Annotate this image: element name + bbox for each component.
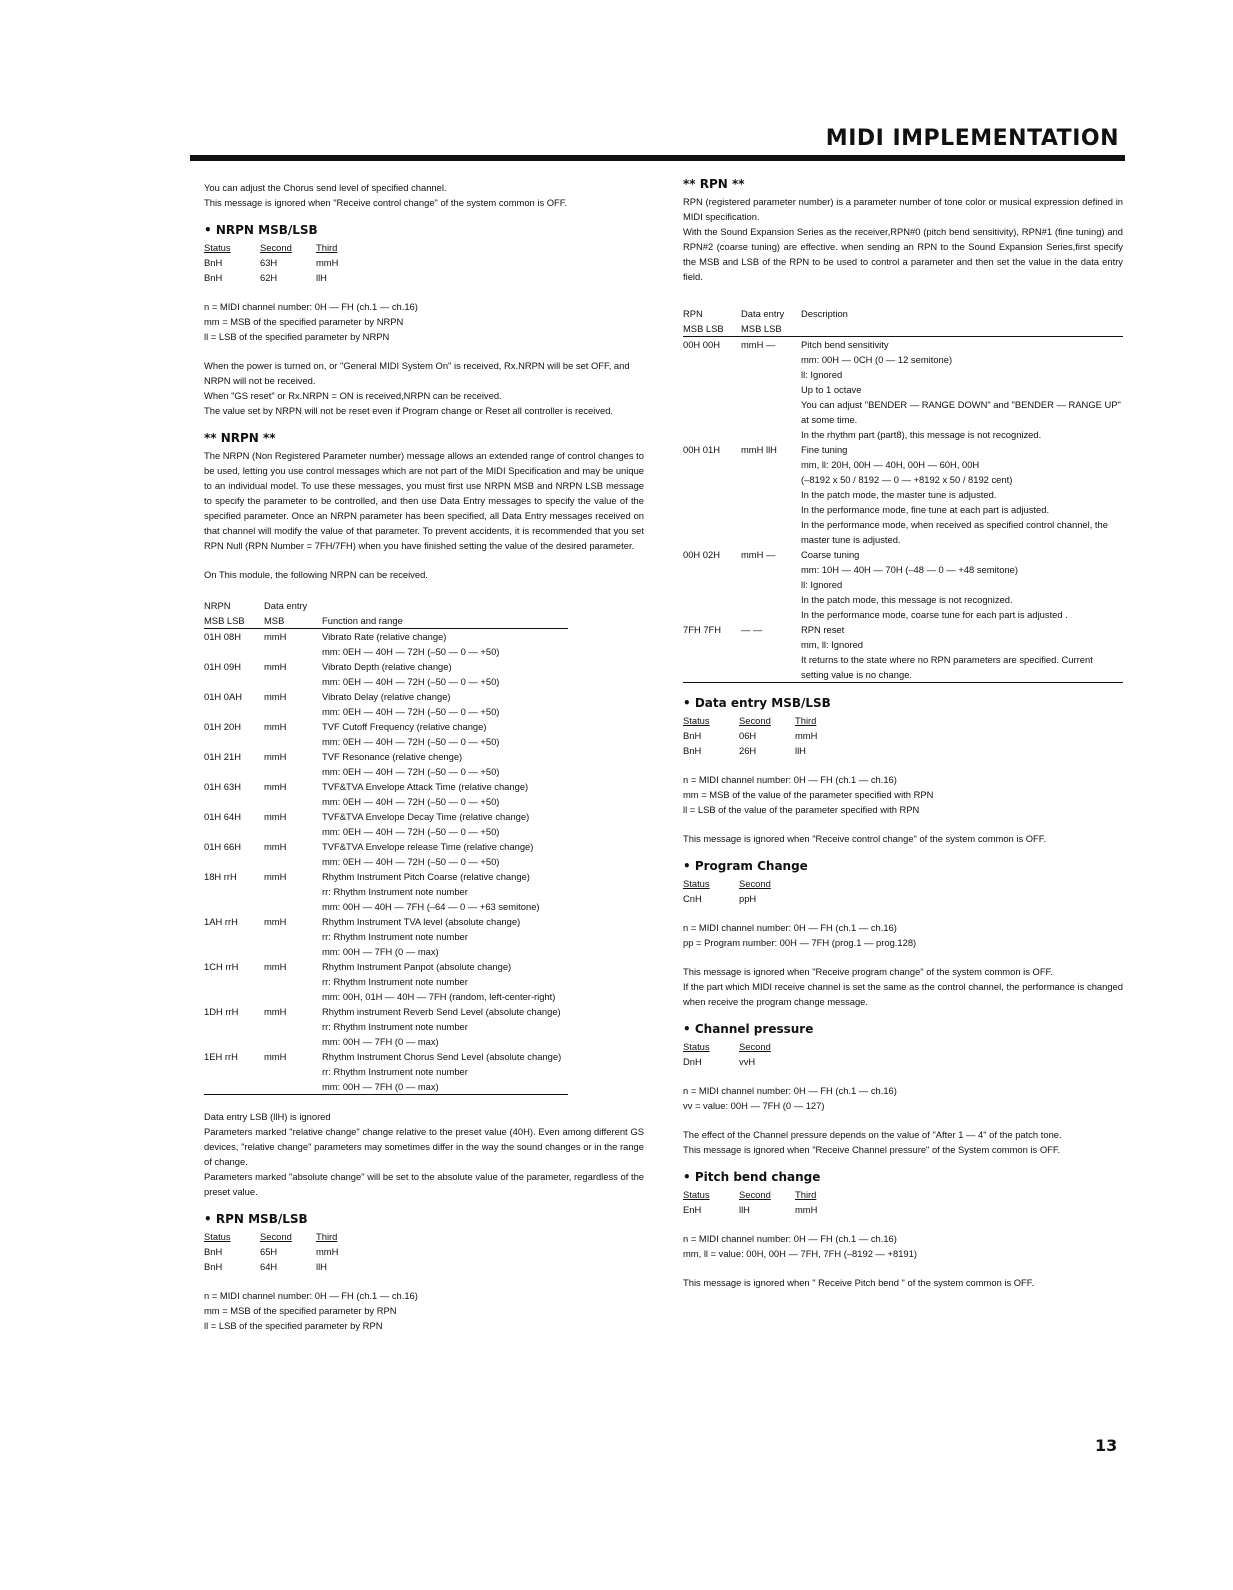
col-header: MSB (264, 615, 285, 626)
data-entry: mmH — (741, 549, 776, 560)
cell: BnH (204, 1246, 223, 1257)
cell: 63H (260, 257, 278, 268)
description (801, 442, 1123, 547)
note-line: n = MIDI channel number: 0H — FH (ch.1 — ch.16) (204, 301, 418, 312)
col-header: Second (739, 1189, 771, 1200)
description-line: mm: 0EH — 40H — 72H (–50 — 0 — +50) (322, 856, 500, 867)
data-entry: mmH (264, 751, 287, 762)
col-header: Description (801, 308, 848, 319)
col-header: Status (683, 878, 710, 889)
nrpn-body: The NRPN (Non Registered Parameter number) message allows an extended range of control changes to be used, letting you use control messages which are not part of the MIDI Specification and may be unique to an individual model. To use these messages, you must first use NRPN MSB and NRPN LSB message to specify the parameter to be controlled, and then use Data Entry messages to specify the value of the specified parameter. Once an NRPN parameter has been specified, all Data Entry messages received on that channel will modify the value of that parameter. To prevent accidents, it is recommended that you set RPN Null (RPN Number = 7FH/7FH) when you have finished setting the value of the desired parameter. (204, 450, 644, 551)
description-line: mm: 0EH — 40H — 72H (–50 — 0 — +50) (322, 706, 500, 717)
cell: BnH (204, 257, 223, 268)
col-header: Second (739, 715, 771, 726)
cell: llH (316, 272, 327, 283)
description-line: rr: Rhythm Instrument note number (322, 1066, 468, 1077)
description (322, 659, 568, 689)
data-entry: mmH llH (741, 444, 777, 455)
rpn-table (683, 306, 1123, 683)
description-line: mm: 00H — 7FH (0 — max) (322, 1081, 439, 1092)
note-line: ll = LSB of the specified parameter by RPN (204, 1320, 383, 1331)
table-row (683, 547, 1123, 622)
note-line: If the part which MIDI receive channel is set the same as the control channel, the performance is changed when receive the program change message. (683, 981, 1123, 1007)
description-line: TVF Cutoff Frequency (relative change) (322, 721, 487, 732)
description-line: Vibrato Depth (relative change) (322, 661, 452, 672)
data-entry: mmH (264, 781, 287, 792)
note-line: n = MIDI channel number: 0H — FH (ch.1 — ch.16) (683, 774, 897, 785)
cell: 62H (260, 272, 278, 283)
note-line: ll = LSB of the value of the parameter specified with RPN (683, 804, 920, 815)
note-line: This message is ignored when "Receive control change" of the system common is OFF. (683, 833, 1047, 844)
description-line: mm: 10H — 40H — 70H (–48 — 0 — +48 semitone) (801, 564, 1019, 575)
note-line: When "GS reset" or Rx.NRPN = ON is received,NRPN can be received. (204, 390, 502, 401)
description-line: mm: 00H — 7FH (0 — max) (322, 946, 439, 957)
table-row (204, 959, 568, 1004)
description-line: In the rhythm part (part8), this message is not recognized. (801, 429, 1042, 440)
note-line: This message is ignored when " Receive Pitch bend " of the system common is OFF. (683, 1277, 1035, 1288)
col-header: Second (739, 1041, 771, 1052)
status-table-rpn (204, 1229, 644, 1274)
param-number: 01H 63H (204, 781, 242, 792)
param-number: 00H 02H (683, 549, 721, 560)
param-number: 1EH rrH (204, 1051, 238, 1062)
col-header: MSB LSB (683, 323, 724, 334)
status-table-data-entry (683, 713, 1123, 758)
right-column (683, 177, 1123, 1290)
description-line: TVF Resonance (relative chenge) (322, 751, 463, 762)
cell: mmH (316, 257, 339, 268)
table-row (683, 442, 1123, 547)
description-line: Pitch bend sensitivity (801, 339, 889, 350)
cell: BnH (683, 745, 702, 756)
cell: mmH (795, 1204, 818, 1215)
cell: EnH (683, 1204, 702, 1215)
description-line: In the patch mode, the master tune is adjusted. (801, 489, 997, 500)
note-line: vv = value: 00H — 7FH (0 — 127) (683, 1100, 825, 1111)
note-line: mm = MSB of the specified parameter by NRPN (204, 316, 404, 327)
param-number: 1CH rrH (204, 961, 239, 972)
data-entry: mmH — (741, 339, 776, 350)
table-row (683, 622, 1123, 682)
description-line: TVF&TVA Envelope Attack Time (relative change) (322, 781, 529, 792)
data-entry: mmH (264, 811, 287, 822)
table-row (204, 1049, 568, 1094)
description (801, 337, 1123, 442)
table-row (204, 1004, 568, 1049)
section-title-channel-pressure: • Channel pressure (683, 1022, 814, 1036)
table-row (204, 869, 568, 914)
description-line: mm: 0EH — 40H — 72H (–50 — 0 — +50) (322, 676, 500, 687)
data-entry: mmH (264, 1006, 287, 1017)
description-line: TVF&TVA Envelope release Time (relative change) (322, 841, 534, 852)
after-note: Parameters marked "relative change" change relative to the preset value (40H). Even among different GS devices, "relative change" parameters may sometimes differ in the way the sound changes or in the range of change. (204, 1126, 644, 1167)
data-entry: mmH (264, 916, 287, 927)
description-line: mm: 0EH — 40H — 72H (–50 — 0 — +50) (322, 826, 500, 837)
description-line: mm: 0EH — 40H — 72H (–50 — 0 — +50) (322, 736, 500, 747)
description-line: RPN reset (801, 624, 845, 635)
note-line: n = MIDI channel number: 0H — FH (ch.1 — ch.16) (683, 1085, 897, 1096)
description-line: rr: Rhythm Instrument note number (322, 1021, 468, 1032)
col-header: Function and range (322, 615, 403, 626)
section-title-data-entry: • Data entry MSB/LSB (683, 696, 831, 710)
description (322, 779, 568, 809)
description-line: Vibrato Rate (relative change) (322, 631, 447, 642)
col-header: Status (683, 1041, 710, 1052)
description (322, 629, 568, 659)
description-line: It returns to the state where no RPN parameters are specified. Current setting value is no change. (801, 654, 1093, 680)
description-line: Up to 1 octave (801, 384, 862, 395)
note-line: When the power is turned on, or "General MIDI System On" is received, Rx.NRPN will be set OFF, and NRPN will not be received. (204, 360, 630, 386)
intro-line: You can adjust the Chorus send level of specified channel. (204, 182, 447, 193)
section-title-rpn-msb-lsb: • RPN MSB/LSB (204, 1212, 308, 1226)
description-line: (–8192 x 50 / 8192 — 0 — +8192 x 50 / 8192 cent) (801, 474, 1013, 485)
rpn-body: RPN (registered parameter number) is a parameter number of tone color or musical expression defined in MIDI specification. (683, 196, 1123, 222)
description-line: Rhythm Instrument Panpot (absolute change) (322, 961, 512, 972)
note-line: mm = MSB of the specified parameter by RPN (204, 1305, 397, 1316)
table-row (683, 337, 1123, 442)
param-number: 01H 64H (204, 811, 242, 822)
col-header: MSB LSB (741, 323, 782, 334)
cell: llH (795, 745, 806, 756)
data-entry: mmH (264, 721, 287, 732)
description-line: You can adjust "BENDER — RANGE DOWN" and "BENDER — RANGE UP" at some time. (801, 399, 1121, 425)
table-row (204, 689, 568, 719)
description (322, 869, 568, 914)
description (322, 1049, 568, 1094)
cell: BnH (204, 272, 223, 283)
table-row (204, 809, 568, 839)
section-title-nrpn-msb-lsb: • NRPN MSB/LSB (204, 223, 318, 237)
table-header-row (683, 306, 1123, 321)
col-header: NRPN (204, 600, 231, 611)
description-line: In the performance mode, coarse tune for each part is adjusted . (801, 609, 1068, 620)
data-entry: mmH (264, 1051, 287, 1062)
section-title-nrpn: ** NRPN ** (204, 431, 276, 445)
col-header: Third (795, 1189, 817, 1200)
page-title: MIDI IMPLEMENTATION (825, 126, 1119, 151)
module-note: On This module, the following NRPN can be received. (204, 569, 428, 580)
rpn-body: With the Sound Expansion Series as the receiver,RPN#0 (pitch bend sensitivity), RPN#1 (fine tuning) and RPN#2 (coarse tuning) are effective. when sending an RPN to the Sound Expansion Series,first specify the MSB and LSB of the RPN to be used to control a parameter and then set the value in the data entry field. (683, 226, 1123, 282)
cell: DnH (683, 1056, 702, 1067)
cell: 64H (260, 1261, 278, 1272)
description-line: mm: 0EH — 40H — 72H (–50 — 0 — +50) (322, 646, 500, 657)
param-number: 1AH rrH (204, 916, 238, 927)
description-line: Rhythm Instrument TVA level (absolute change) (322, 916, 521, 927)
page-number: 13 (1095, 1436, 1118, 1455)
param-number: 01H 21H (204, 751, 242, 762)
description (322, 959, 568, 1004)
table-row (204, 659, 568, 689)
note-line: n = MIDI channel number: 0H — FH (ch.1 — ch.16) (683, 922, 897, 933)
after-note: Parameters marked "absolute change" will be set to the absolute value of the parameter, regardless of the preset value. (204, 1171, 644, 1197)
note-line: This message is ignored when "Receive Channel pressure" of the System common is OFF. (683, 1144, 1061, 1155)
table-row (204, 779, 568, 809)
description (801, 547, 1123, 622)
description-line: Fine tuning (801, 444, 848, 455)
description (322, 689, 568, 719)
table-header-row (204, 613, 568, 629)
section-title-program-change: • Program Change (683, 859, 808, 873)
description-line: mm: 00H — 40H — 7FH (–64 — 0 — +63 semitone) (322, 901, 540, 912)
section-title-rpn: ** RPN ** (683, 177, 745, 191)
status-table-nrpn (204, 240, 644, 285)
param-number: 01H 09H (204, 661, 242, 672)
description-line: Coarse tuning (801, 549, 860, 560)
col-header: MSB LSB (204, 615, 245, 626)
col-header: Second (260, 242, 292, 253)
section-title-pitch-bend: • Pitch bend change (683, 1170, 821, 1184)
col-header: Data entry (264, 600, 308, 611)
cell: mmH (316, 1246, 339, 1257)
data-entry: — — (741, 624, 763, 635)
description (322, 719, 568, 749)
description-line: Rhythm instrument Reverb Send Level (absolute change) (322, 1006, 561, 1017)
cell: BnH (683, 730, 702, 741)
description (322, 839, 568, 869)
cell: CnH (683, 893, 702, 904)
col-header: Status (683, 715, 710, 726)
cell: mmH (795, 730, 818, 741)
table-row (204, 629, 568, 659)
col-header: Data entry (741, 308, 785, 319)
table-header-row (683, 321, 1123, 337)
description-line: In the patch mode, this message is not recognized. (801, 594, 1013, 605)
table-row (204, 839, 568, 869)
cell: 06H (739, 730, 757, 741)
param-number: 7FH 7FH (683, 624, 722, 635)
page-header (190, 122, 1125, 162)
description-line: In the performance mode, when received as specified control channel, the master tune is adjusted. (801, 519, 1108, 545)
description-line: rr: Rhythm Instrument note number (322, 931, 468, 942)
data-entry: mmH (264, 961, 287, 972)
description-line: In the performance mode, fine tune at each part is adjusted. (801, 504, 1050, 515)
description-line: mm: 00H — 0CH (0 — 12 semitone) (801, 354, 953, 365)
table-row (204, 719, 568, 749)
param-number: 01H 66H (204, 841, 242, 852)
after-note: Data entry LSB (llH) is ignored (204, 1111, 331, 1122)
col-header: RPN (683, 308, 703, 319)
note-line: pp = Program number: 00H — 7FH (prog.1 — prog.128) (683, 937, 917, 948)
description-line: Rhythm Instrument Chorus Send Level (absolute change) (322, 1051, 562, 1062)
param-number: 01H 0AH (204, 691, 243, 702)
description-line: mm: 00H — 7FH (0 — max) (322, 1036, 439, 1047)
description-line: mm, ll: Ignored (801, 639, 863, 650)
intro-line: This message is ignored when "Receive control change" of the system common is OFF. (204, 197, 568, 208)
description-line: Vibrato Delay (relative change) (322, 691, 451, 702)
param-number: 1DH rrH (204, 1006, 239, 1017)
status-table-channel-pressure (683, 1039, 1123, 1069)
cell: llH (316, 1261, 327, 1272)
note-line: ll = LSB of the specified parameter by NRPN (204, 331, 390, 342)
data-entry: mmH (264, 661, 287, 672)
cell: vvH (739, 1056, 756, 1067)
data-entry: mmH (264, 691, 287, 702)
left-column (204, 180, 644, 1333)
data-entry: mmH (264, 871, 287, 882)
cell: llH (739, 1204, 750, 1215)
cell: BnH (204, 1261, 223, 1272)
note-line: This message is ignored when "Receive program change" of the system common is OFF. (683, 966, 1053, 977)
nrpn-table (204, 598, 568, 1095)
note-line: mm = MSB of the value of the parameter specified with RPN (683, 789, 934, 800)
param-number: 01H 08H (204, 631, 242, 642)
description-line: rr: Rhythm Instrument note number (322, 886, 468, 897)
data-entry: mmH (264, 631, 287, 642)
col-header: Second (739, 878, 771, 889)
col-header: Third (316, 242, 338, 253)
description-line: mm: 00H, 01H — 40H — 7FH (random, left-center-right) (322, 991, 556, 1002)
status-table-pitch-bend (683, 1187, 1123, 1217)
description-line: mm: 0EH — 40H — 72H (–50 — 0 — +50) (322, 796, 500, 807)
table-row (204, 914, 568, 959)
col-header: Third (795, 715, 817, 726)
table-row (204, 749, 568, 779)
cell: ppH (739, 893, 757, 904)
cell: 65H (260, 1246, 278, 1257)
description (322, 914, 568, 959)
col-header: Status (683, 1189, 710, 1200)
description (322, 1004, 568, 1049)
note-line: mm, ll = value: 00H, 00H — 7FH, 7FH (–8192 — +8191) (683, 1248, 917, 1259)
note-line: n = MIDI channel number: 0H — FH (ch.1 — ch.16) (683, 1233, 897, 1244)
col-header: Third (316, 1231, 338, 1242)
note-line: The value set by NRPN will not be reset even if Program change or Reset all controller is received. (204, 405, 614, 416)
col-header: Status (204, 1231, 231, 1242)
param-number: 00H 00H (683, 339, 721, 350)
description-line: mm, ll: 20H, 00H — 40H, 00H — 60H, 00H (801, 459, 980, 470)
note-line: The effect of the Channel pressure depends on the value of "After 1 — 4" of the patch tone. (683, 1129, 1062, 1140)
description-line: TVF&TVA Envelope Decay Time (relative change) (322, 811, 530, 822)
param-number: 18H rrH (204, 871, 237, 882)
description (322, 749, 568, 779)
param-number: 01H 20H (204, 721, 242, 732)
description-line: Rhythm Instrument Pitch Coarse (relative change) (322, 871, 530, 882)
note-line: n = MIDI channel number: 0H — FH (ch.1 — ch.16) (204, 1290, 418, 1301)
header-rule (190, 155, 1125, 161)
description-line: rr: Rhythm Instrument note number (322, 976, 468, 987)
description (322, 809, 568, 839)
description-line: mm: 0EH — 40H — 72H (–50 — 0 — +50) (322, 766, 500, 777)
col-header: Second (260, 1231, 292, 1242)
description (801, 622, 1123, 682)
description-line: ll: Ignored (801, 369, 843, 380)
description-line: ll: Ignored (801, 579, 843, 590)
data-entry: mmH (264, 841, 287, 852)
table-header-row (204, 598, 568, 613)
col-header: Status (204, 242, 231, 253)
param-number: 00H 01H (683, 444, 721, 455)
cell: 26H (739, 745, 757, 756)
status-table-program-change (683, 876, 1123, 906)
